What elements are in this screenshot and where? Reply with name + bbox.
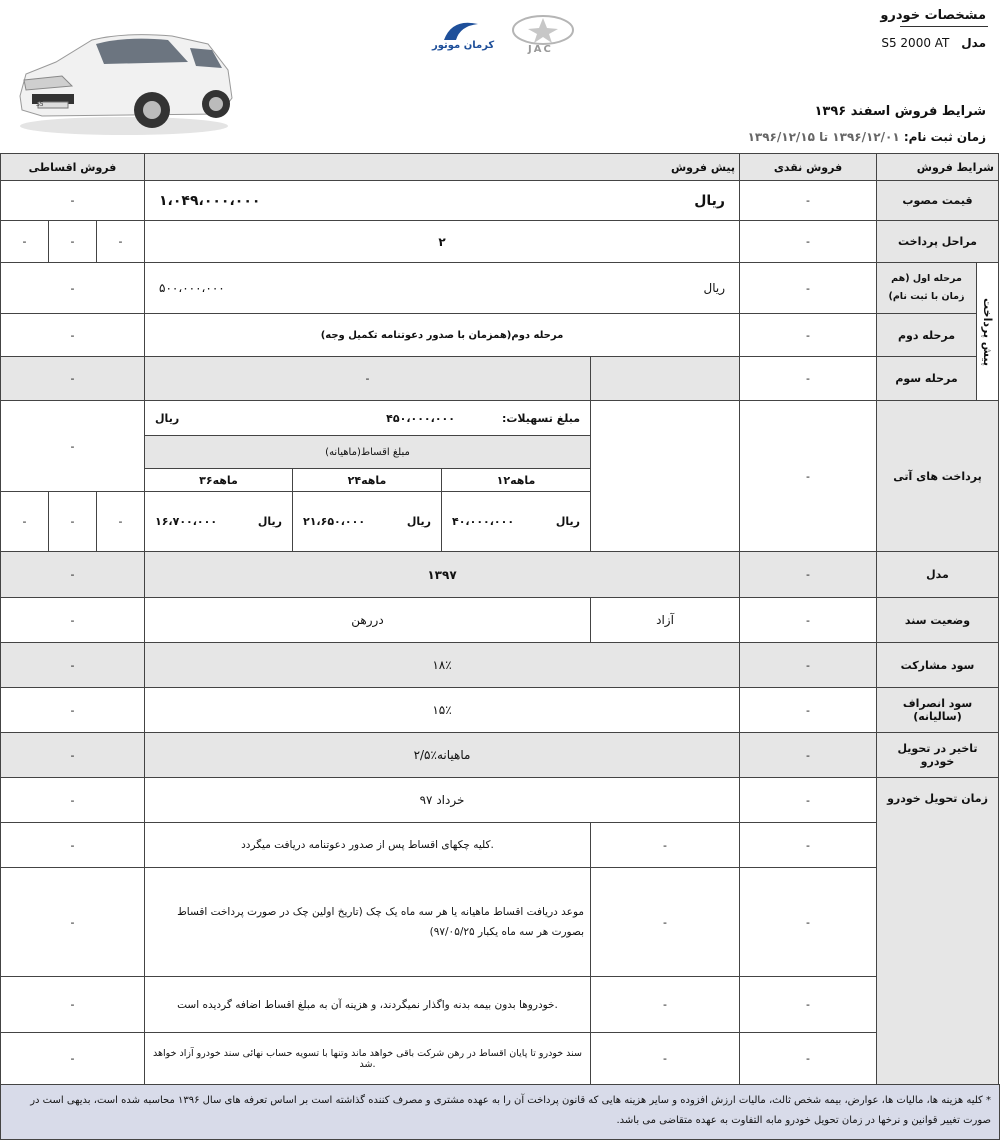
term-24-label: ۲۴ماهه: [292, 468, 442, 492]
registration-dates: ۱۳۹۶/۱۲/۰۱ تا ۱۳۹۶/۱۲/۱۵: [747, 130, 900, 144]
col-presale: پیش فروش: [144, 153, 740, 181]
row-label-stage3: مرحله سوم: [876, 356, 977, 401]
presale-stage1: [144, 262, 740, 314]
registration-label: زمان ثبت نام:: [903, 130, 986, 144]
note-2-inst: -: [0, 867, 145, 977]
cash-stage2: -: [739, 313, 877, 357]
inst-stages-2: -: [48, 220, 97, 263]
row-label-future-payments: پرداخت های آتی: [876, 400, 999, 552]
presale-partnership-profit: ۱۸٪: [144, 642, 740, 688]
model-value: S5 2000 AT: [881, 36, 950, 50]
presale-model: ۱۳۹۷: [144, 551, 740, 598]
row-label-doc-status: وضعیت سند: [876, 597, 999, 643]
facility-unit: ریال: [155, 411, 180, 425]
col-conditions: شرایط فروش: [876, 153, 999, 181]
prepayment-group-label: پیش پرداخت: [976, 262, 999, 401]
spec-title: مشخصات خودرو: [880, 8, 986, 23]
inst-future-payments: -: [0, 400, 145, 492]
presale-delivery-delay: ۲/۵٪ماهیانه: [144, 732, 740, 778]
inst-stages-1: -: [96, 220, 145, 263]
conditions-title: شرایط فروش اسفند ۱۳۹۶: [814, 104, 986, 119]
note-1-cash: -: [739, 822, 877, 868]
cash-partnership-profit: -: [739, 642, 877, 688]
cash-stage1: -: [739, 262, 877, 314]
jac-logo-text: JAC: [528, 44, 553, 55]
inst-stage1: -: [0, 262, 145, 314]
inst-stage3: -: [0, 356, 145, 401]
inst-cancel-profit: -: [0, 687, 145, 733]
col-installment: فروش اقساطی: [0, 153, 145, 181]
presale-delivery-time: خرداد ۹۷: [144, 777, 740, 823]
cash-delivery-delay: -: [739, 732, 877, 778]
note-4-text: سند خودرو تا پایان اقساط در رهن شرکت باقی خواهد ماند وتنها با تسویه حساب نهائی سند خودرو آزاد خواهد شد.: [144, 1032, 591, 1085]
cash-model: -: [739, 551, 877, 598]
cash-stage3: -: [739, 356, 877, 401]
stage1-value: ۵۰۰،۰۰۰،۰۰۰: [159, 281, 225, 295]
inst-partnership-profit: -: [0, 642, 145, 688]
monthly-installment-label: مبلغ اقساط(ماهیانه): [144, 435, 591, 469]
car-badge: S5: [36, 101, 44, 108]
row-label-payment-stages: مراحل پرداخت: [876, 220, 999, 263]
row-label-partnership-profit: سود مشارکت: [876, 642, 999, 688]
row-label-model: مدل: [876, 551, 999, 598]
note-2-text: موعد دریافت اقساط ماهیانه یا هر سه ماه یک چک (تاریخ اولین چک در صورت پرداخت اقساط بصورت هر سه ماه یکبار ۹۷/۰۵/۲۵): [144, 867, 591, 977]
note-3-text: خودروها بدون بیمه بدنه واگذار نمیگردند، و هزینه آن به مبلغ اقساط اضافه گردیده است.: [144, 976, 591, 1033]
inst-model: -: [0, 551, 145, 598]
inst-future-3: -: [0, 491, 49, 552]
inst-stage2: -: [0, 313, 145, 357]
cash-delivery-time: -: [739, 777, 877, 823]
note-3-mid: -: [590, 976, 740, 1033]
presale-doc-status-free: آزاد: [590, 597, 740, 643]
facility-row: [144, 400, 591, 436]
presale-cancel-profit: ۱۵٪: [144, 687, 740, 733]
inst-delivery-delay: -: [0, 732, 145, 778]
col-cash: فروش نقدی: [739, 153, 877, 181]
presale-doc-status-mortgage: دررهن: [144, 597, 591, 643]
row-label-stage1: مرحله اول (هم زمان با ثبت نام): [876, 262, 977, 314]
note-2-mid: -: [590, 867, 740, 977]
facility-label: مبلغ تسهیلات:: [501, 411, 580, 425]
approved-price-unit: ریال: [694, 192, 725, 209]
model-label: مدل: [961, 36, 986, 50]
term-12-amount: ۴۰،۰۰۰،۰۰۰ ریال: [441, 491, 591, 552]
inst-future-1: -: [96, 491, 145, 552]
row-label-cancel-profit: سود انصراف (سالیانه): [876, 687, 999, 733]
cash-doc-status: -: [739, 597, 877, 643]
term-36-amount: ۱۶،۷۰۰،۰۰۰ ریال: [144, 491, 293, 552]
note-2-cash: -: [739, 867, 877, 977]
cash-approved-price: -: [739, 180, 877, 221]
presale-stage3-right: [590, 356, 740, 401]
presale-payment-stages: ۲: [144, 220, 740, 263]
note-4-mid: -: [590, 1032, 740, 1085]
inst-stages-3: -: [0, 220, 49, 263]
term-12-label: ۱۲ماهه: [441, 468, 591, 492]
term-36-label: ۳۶ماهه: [144, 468, 293, 492]
presale-stage2: مرحله دوم(همزمان با صدور دعوتنامه تکمیل وجه): [144, 313, 740, 357]
note-3-cash: -: [739, 976, 877, 1033]
row-label-approved-price: قیمت مصوب: [876, 180, 999, 221]
row-label-delivery-delay: تاخیر در تحویل خودرو: [876, 732, 999, 778]
row-label-stage2: مرحله دوم: [876, 313, 977, 357]
note-1-inst: -: [0, 822, 145, 868]
note-4-inst: -: [0, 1032, 145, 1085]
presale-stage3: -: [144, 356, 591, 401]
note-1-text: کلیه چکهای اقساط پس از صدور دعوتنامه دریافت میگردد.: [144, 822, 591, 868]
cash-future-payments: -: [739, 400, 877, 552]
footer-disclaimer: * کلیه هزینه ها، مالیات ها، عوارض، بیمه شخص ثالث، مالیات ارزش افزوده و سایر هزینه هایی که قانون پرداخت آن را به عهده مشتری و مصرف کننده گذاشته است بر اساس تعرفه های سال ۱۳۹۶ محاسبه شده است، بدیهی است در صورت تغییر قوانین و نرخها در زمان تحویل خودرو مابه التفاوت به عهده متقاضی می باشد.: [0, 1084, 1000, 1140]
inst-approved-price: -: [0, 180, 145, 221]
inst-future-2: -: [48, 491, 97, 552]
note-1-mid: -: [590, 822, 740, 868]
note-4-cash: -: [739, 1032, 877, 1085]
facility-value: ۴۵۰،۰۰۰،۰۰۰: [386, 411, 455, 425]
term-24-amount: ۲۱،۶۵۰،۰۰۰ ریال: [292, 491, 442, 552]
row-label-delivery-time: زمان تحویل خودرو: [876, 777, 999, 1085]
presale-approved-price: [144, 180, 740, 221]
approved-price-value: ۱،۰۴۹،۰۰۰،۰۰۰: [159, 192, 261, 209]
cash-cancel-profit: -: [739, 687, 877, 733]
kerman-motor-logo-text: کرمان موتور: [432, 40, 495, 51]
cash-payment-stages: -: [739, 220, 877, 263]
presale-future-right: [590, 400, 740, 552]
stage1-unit: ریال: [703, 281, 725, 295]
note-3-inst: -: [0, 976, 145, 1033]
inst-delivery-time: -: [0, 777, 145, 823]
inst-doc-status: -: [0, 597, 145, 643]
